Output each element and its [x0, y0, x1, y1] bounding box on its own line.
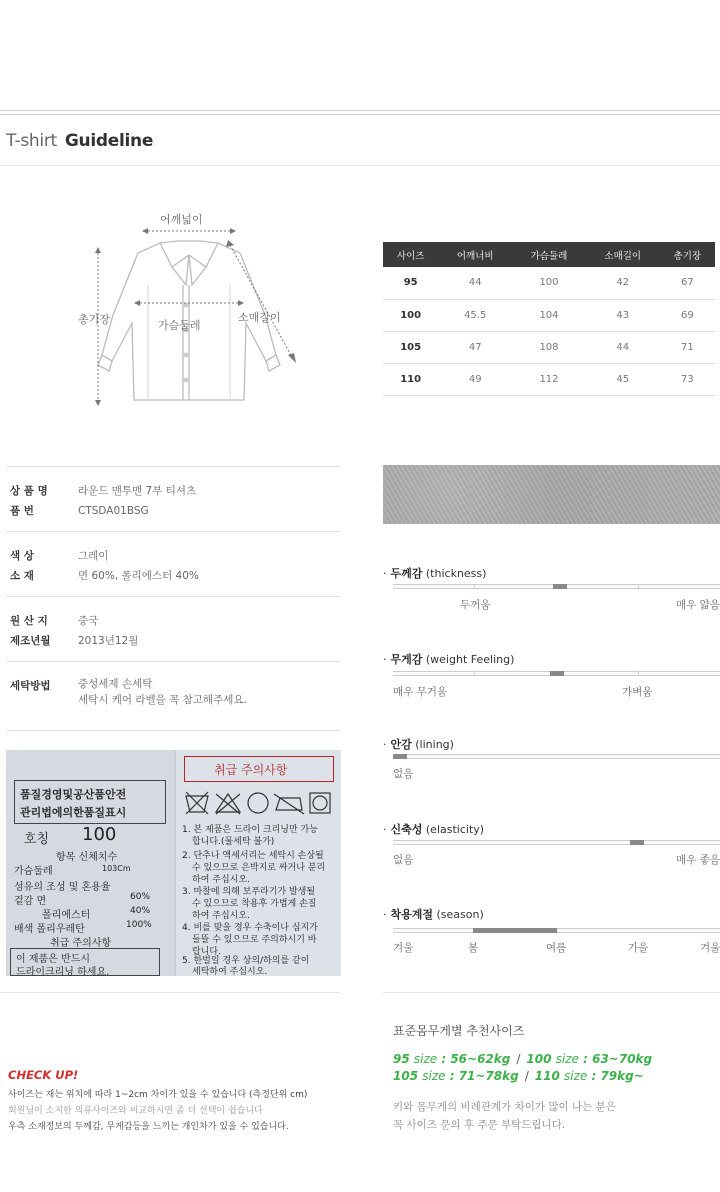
elasticity-title: · 신축성 (elasticity) [383, 823, 485, 836]
table-row [383, 363, 715, 395]
elasticity-title-main: 신축성 [390, 823, 423, 836]
quality-label-title-1: 품질경영및공산품안전 [20, 788, 127, 801]
product-name-value: 라운드 맨투맨 7부 티셔츠 [78, 485, 197, 497]
color-key: 색 상 [10, 550, 34, 562]
product-code-value: CTSDA01BSG [78, 505, 149, 517]
table-row [383, 267, 715, 299]
rec-size: 105 [393, 1069, 419, 1083]
chest-label: 가슴둘레 [158, 319, 201, 332]
manufacture-date-value: 2013년12월 [78, 635, 139, 647]
table-row [383, 331, 715, 363]
shirt-diagram [60, 205, 330, 415]
label-line: 100% [126, 920, 152, 930]
care-label-photo [6, 750, 341, 976]
scale-tick [474, 584, 475, 589]
thickness-title: · 두께감 (thickness) [383, 567, 487, 580]
header-underline [0, 165, 720, 166]
season-range-marker [473, 928, 557, 933]
season-label-winter-end: 겨울 [700, 942, 720, 954]
product-name-key: 상 품 명 [10, 485, 48, 497]
origin-key: 원 산 지 [10, 615, 48, 627]
table-cell: 45 [586, 363, 660, 395]
season-title-sub: (season) [436, 908, 484, 921]
recommendation-line-1: 95 size : 56~62kg / 100 size : 63~70kg [393, 1052, 653, 1066]
rec-weight: 63~70kg [592, 1052, 653, 1066]
thickness-title-main: 두께감 [390, 567, 423, 580]
info-group-origin [6, 596, 340, 661]
section-divider [0, 992, 340, 993]
wash-value-1: 중성세제 손세탁 [78, 678, 153, 690]
elasticity-left-label: 없음 [393, 854, 414, 866]
header-shoulder: 어깨너비 [438, 242, 512, 267]
season-label-spring: 봄 [468, 942, 479, 954]
material-value: 면 60%, 폴리에스터 40% [78, 570, 199, 582]
origin-value: 중국 [78, 615, 99, 627]
check-up-line: 사이즈는 재는 위치에 따라 1~2cm 차이가 있을 수 있습니다 (측정단위 cm) [8, 1090, 308, 1100]
recommendation-note-line: 꼭 사이즈 문의 후 주문 부탁드립니다. [393, 1119, 566, 1131]
rec-size-word: size [422, 1069, 446, 1083]
season-label-winter-start: 겨울 [393, 942, 414, 954]
care-line: 1. 본 제품은 드라이 크리닝만 가능 [182, 825, 318, 835]
material-key: 소 재 [10, 570, 34, 582]
table-row [383, 299, 715, 331]
care-line: 5. 한벌일 경우 상의/하의를 같이 [182, 956, 310, 966]
wash-value-2: 세탁시 케어 라벨을 꼭 참고해주세요. [78, 694, 247, 706]
care-line: 2. 단추나 액세서리는 세탁시 손상될 [182, 851, 324, 861]
care-instructions-label [176, 750, 341, 976]
fabric-swatch [383, 465, 720, 524]
weight-left-label: 매우 무거움 [393, 686, 448, 698]
care-line: 4. 비를 맞을 경우 수축이나 심지가 [182, 923, 318, 933]
scale-tick [638, 671, 639, 676]
care-symbols-icon [184, 790, 334, 816]
season-title-main: 착용계절 [390, 908, 434, 921]
table-cell: 73 [660, 363, 715, 395]
recommendation-note-line: 키와 몸무게의 비례관계가 차이가 많이 나는 분은 [393, 1101, 616, 1113]
table-cell: 112 [512, 363, 586, 395]
size-call-value: 100 [82, 824, 117, 845]
table-cell: 105 [383, 331, 438, 363]
table-cell: 44 [438, 267, 512, 299]
check-up-notes [8, 1087, 307, 1135]
table-cell: 47 [438, 331, 512, 363]
info-group-wash [6, 661, 340, 730]
product-code-key: 품 번 [10, 505, 34, 517]
weight-right-label: 가벼움 [622, 686, 653, 698]
size-table-header [383, 242, 715, 267]
weight-title: · 무게감 (weight Feeling) [383, 653, 515, 666]
care-line: 세탁하여 주십시오. [192, 967, 268, 976]
manufacture-date-key: 제조년월 [10, 635, 51, 647]
table-cell: 49 [438, 363, 512, 395]
table-cell: 100 [512, 267, 586, 299]
label-line: 이 제품은 반드시 [16, 954, 90, 965]
care-line: 수 있으므로 착용후 가볍게 손질 [192, 899, 317, 909]
care-line: 3. 마찰에 의해 보푸라기가 발생될 [182, 887, 316, 897]
elasticity-right-label: 매우 좋음 [676, 854, 720, 866]
label-line: 취급 주의사항 [50, 938, 112, 949]
weight-title-sub: (weight Feeling) [425, 653, 515, 666]
product-info [6, 466, 340, 731]
length-label: 총기장 [78, 313, 110, 326]
header-size: 사이즈 [383, 242, 438, 267]
lining-scale [393, 754, 720, 759]
lining-title-main: 안감 [390, 738, 412, 751]
scale-tick [474, 671, 475, 676]
title-light: T-shirt [6, 131, 57, 151]
care-line: 합니다.(물세탁 불가) [192, 837, 275, 847]
care-line: 랍니다. [192, 947, 221, 957]
header-length: 총기장 [660, 242, 715, 267]
rec-size-word: size [564, 1069, 588, 1083]
table-cell: 108 [512, 331, 586, 363]
label-line: 폴리에스터 [42, 910, 91, 921]
weight-scale [393, 671, 720, 676]
thickness-marker [553, 584, 567, 589]
season-label-autumn: 가을 [628, 942, 649, 954]
thickness-left-label: 두꺼움 [460, 599, 491, 611]
rec-size-word: size [413, 1052, 438, 1066]
lining-title-sub: (lining) [415, 738, 454, 751]
thickness-scale [393, 584, 720, 589]
lining-title: · 안감 (lining) [383, 738, 454, 751]
rec-size: 100 [526, 1052, 552, 1066]
size-table [383, 242, 715, 396]
wash-key: 세탁방법 [10, 680, 51, 692]
label-line: 드라이크리닝 하세요. [16, 967, 110, 976]
thickness-right-label: 매우 얇음 [676, 599, 720, 611]
color-value: 그레이 [78, 550, 109, 562]
table-cell: 69 [660, 299, 715, 331]
shirt-outline-icon [60, 205, 330, 415]
rec-weight: 71~78kg [458, 1069, 519, 1083]
label-line: 겉감 면 [14, 896, 47, 907]
section-divider [383, 992, 720, 993]
label-line: 60% [130, 892, 151, 902]
rec-size: 95 [393, 1052, 410, 1066]
info-group-material [6, 531, 340, 596]
season-label-summer: 여름 [546, 942, 567, 954]
care-line: 하여 주십시오. [192, 875, 250, 885]
table-cell: 45.5 [438, 299, 512, 331]
check-up-line: 우측 소재정보의 두께감, 무게감등을 느끼는 개인차가 있을 수 있습니다. [8, 1122, 289, 1132]
table-cell: 110 [383, 363, 438, 395]
elasticity-scale [393, 840, 720, 845]
rec-size: 110 [534, 1069, 560, 1083]
weight-title-main: 무게감 [390, 653, 423, 666]
label-line: 103Cm [102, 864, 131, 873]
recommendation-title: 표준몸무게별 추천사이즈 [393, 1024, 525, 1038]
header-chest: 가슴둘레 [512, 242, 586, 267]
recommendation-line-2: 105 size : 71~78kg / 110 size : 79kg~ [393, 1069, 644, 1083]
label-line: 배색 폴리우레탄 [14, 924, 85, 935]
table-cell: 67 [660, 267, 715, 299]
header-divider [0, 110, 720, 115]
check-up-line: 회원님이 소지한 의류사이즈와 비교하시면 좀 더 선택이 쉽습니다 [8, 1106, 263, 1116]
size-call-label: 호칭 [24, 832, 50, 847]
weight-marker [550, 671, 564, 676]
rec-size-word: size [555, 1052, 579, 1066]
elasticity-title-sub: (elasticity) [425, 823, 485, 836]
info-group-product [6, 466, 340, 531]
table-cell: 43 [586, 299, 660, 331]
table-cell: 42 [586, 267, 660, 299]
rec-weight: 79kg~ [600, 1069, 644, 1083]
thickness-title-sub: (thickness) [425, 567, 487, 580]
page-title [6, 131, 153, 151]
check-up-title: CHECK UP! [8, 1068, 79, 1082]
label-line: 섬유의 조성 및 혼용율 [14, 882, 111, 893]
lining-marker [393, 754, 407, 759]
care-line: 들뜰 수 있으므로 주의하시기 바 [192, 935, 317, 945]
header-sleeve: 소매길이 [586, 242, 660, 267]
table-cell: 95 [383, 267, 438, 299]
shoulder-label: 어깨넓이 [160, 213, 203, 226]
care-line: 수 있으므로 은박지로 싸거나 분리 [192, 863, 326, 873]
rec-weight: 56~62kg [450, 1052, 511, 1066]
sleeve-label: 소매길이 [238, 311, 281, 324]
table-cell: 44 [586, 331, 660, 363]
label-line: 가슴둘레 [14, 866, 53, 877]
elasticity-marker [630, 840, 644, 845]
quality-label-title-2: 관리법에의한품질표시 [20, 806, 127, 819]
scale-tick [638, 584, 639, 589]
info-end-divider [6, 730, 340, 731]
table-cell: 104 [512, 299, 586, 331]
label-line: 항목 신체치수 [56, 852, 118, 863]
label-line: 40% [130, 906, 151, 916]
title-bold: Guideline [64, 131, 154, 151]
table-cell: 71 [660, 331, 715, 363]
season-title: · 착용계절 (season) [383, 908, 484, 921]
quality-label [6, 750, 174, 976]
care-title: 취급 주의사항 [214, 763, 288, 777]
table-cell: 100 [383, 299, 438, 331]
care-line: 하여 주십시오. [192, 911, 250, 921]
recommendation-note [393, 1098, 616, 1134]
season-scale [393, 928, 720, 933]
lining-left-label: 없음 [393, 768, 414, 780]
